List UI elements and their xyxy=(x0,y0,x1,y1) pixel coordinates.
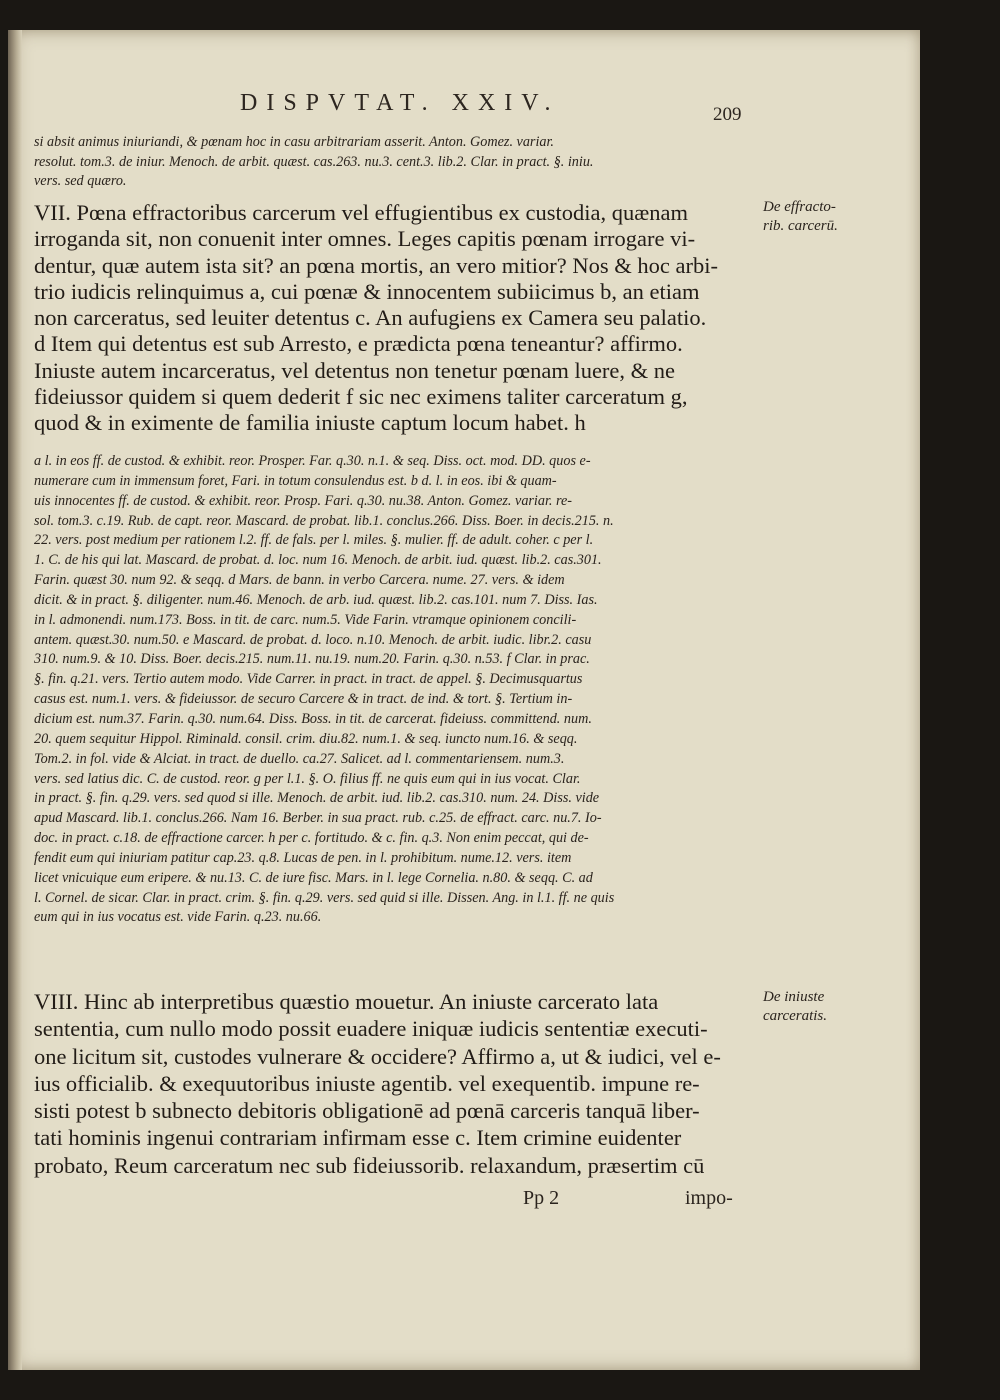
note-line: in pract. §. fin. q.29. vers. sed quod si ille. Menoch. de arbit. iud. lib.2. cas.310. num. 24. Diss. vide xyxy=(34,790,600,807)
note-line: vers. sed quæro. xyxy=(34,173,127,190)
margin-line: De iniuste xyxy=(763,989,825,1005)
note-line: sol. tom.3. c.19. Rub. de capt. reor. Mascard. de probat. lib.1. conclus.266. Diss. Boer. in decis.215. n. xyxy=(34,512,614,529)
text-line: d Item qui detentus est sub Arresto, e prædicta pœna teneantur? affirmo. xyxy=(34,331,683,357)
text-line: fideiussor quidem si quem dederit f sic nec eximens taliter carceratum g, xyxy=(34,384,688,410)
note-line: 20. quem sequitur Hippol. Riminald. consil. crim. diu.82. num.1. & seq. iuncto num.16. & seqq. xyxy=(34,730,578,747)
note-line: 1. C. de his qui lat. Mascard. de probat. d. loc. num 16. Menoch. de arbit. iud. quæst. lib.2. cas.301. xyxy=(34,552,602,569)
note-line: Farin. quæst 30. num 92. & seqq. d Mars. de bann. in verbo Carcera. nume. 27. vers. & idem xyxy=(34,572,565,589)
note-line: in l. admonendi. num.173. Boss. in tit. de carc. num.5. Vide Farin. vtramque opinionem concili- xyxy=(34,611,577,628)
note-line: l. Cornel. de sicar. Clar. in pract. crim. §. fin. q.29. vers. sed quid si ille. Dissen. Ang. in l.1. ff. ne quis xyxy=(34,889,615,906)
marginal-note-iniuste-carceratis xyxy=(763,988,827,1026)
text-line: VII. Pœna effractoribus carcerum vel effugientibus ex custodia, quænam xyxy=(34,200,688,225)
section-viii-text xyxy=(34,988,764,1179)
text-line: non carceratus, sed leuiter detentus c. An aufugiens ex Camera seu palatio. xyxy=(34,305,707,331)
book-page xyxy=(8,30,920,1370)
note-line: numerare cum in immensum foret, Fari. in totum consulendus est. b d. l. in eos. ibi & quam- xyxy=(34,472,557,489)
running-head: DISPVTAT. XXIV. xyxy=(240,90,560,116)
text-line: sisti potest b subnecto debitoris obligationē ad pœnā carceris tanquā liber- xyxy=(34,1098,700,1124)
text-line: ius officialib. & exequutoribus iniuste agentib. vel exequentib. impune re- xyxy=(34,1070,700,1096)
note-line: dicium est. num.37. Farin. q.30. num.64. Diss. Boss. in tit. de carcerat. fideiuss. committend. num. xyxy=(34,710,592,727)
footnotes-continued xyxy=(34,133,772,192)
note-line: licet vnicuique eum eripere. & nu.13. C. de iure fisc. Mars. in l. lege Cornelia. n.80. & seqq. C. ad xyxy=(34,869,593,886)
section-vii-footnotes xyxy=(34,452,772,928)
text-line: Iniuste autem incarceratus, vel detentus non tenetur pœnam luere, & ne xyxy=(34,357,676,383)
text-line: trio iudicis relinquimus a, cui pœnæ & innocentem subiicimus b, an etiam xyxy=(34,278,700,304)
text-line: sententia, cum nullo modo possit euadere iniquæ iudicis sententiæ executi- xyxy=(34,1016,708,1042)
note-line: §. fin. q.21. vers. Tertio autem modo. Vide Carrer. in pract. in tract. de appel. §. Decimusquartus xyxy=(34,671,583,688)
page-gutter xyxy=(8,30,22,1370)
note-line: si absit animus iniuriandi, & pœnam hoc in casu arbitrariam asserit. Anton. Gomez. variar. xyxy=(34,134,554,150)
note-line: a l. in eos ff. de custod. & exhibit. reor. Prosper. Far. q.30. n.1. & seq. Diss. oct. mod. DD. quos e- xyxy=(34,453,591,469)
marginal-note-effractoribus xyxy=(763,198,838,236)
note-line: Tom.2. in fol. vide & Alciat. in tract. de duello. ca.27. Salicet. ad l. commentariensem. num.3. xyxy=(34,750,565,767)
text-line: dentur, quæ autem ista sit? an pœna mortis, an vero mitior? Nos & hoc arbi- xyxy=(34,252,718,278)
margin-line: rib. carcerū. xyxy=(763,218,838,234)
note-line: vers. sed latius dic. C. de custod. reor. g per l.1. §. O. filius ff. ne quis eum qui in ius vocat. Clar. xyxy=(34,770,581,787)
note-line: casus est. num.1. vers. & fideiussor. de securo Carcere & in tract. de ind. & tort. §. Tertium in- xyxy=(34,691,573,708)
margin-line: carceratis. xyxy=(763,1008,828,1024)
note-line: resolut. tom.3. de iniur. Menoch. de arbit. quæst. cas.263. nu.3. cent.3. lib.2. Clar. in pract. §. iniu. xyxy=(34,153,594,170)
note-line: apud Mascard. lib.1. conclus.266. Nam 16. Berber. in sua pract. rub. c.25. de effract. carc. nu.7. Io- xyxy=(34,810,602,827)
section-vii-text xyxy=(34,200,764,437)
catchword: impo- xyxy=(685,1187,733,1209)
note-line: fendit eum qui iniuriam patitur cap.23. q.8. Lucas de pen. in l. prohibitum. nume.12. vers. item xyxy=(34,849,572,866)
note-line: dicit. & in pract. §. diligenter. num.46. Menoch. de arb. iud. quæst. lib.2. cas.101. num 7. Diss. Ias. xyxy=(34,591,598,608)
note-line: eum qui in ius vocatus est. vide Farin. q.23. nu.66. xyxy=(34,909,322,926)
signature-mark: Pp 2 xyxy=(523,1187,560,1209)
text-line: tati hominis ingenui contrariam infirmam esse c. Item crimine euidenter xyxy=(34,1125,682,1151)
text-line: VIII. Hinc ab interpretibus quæstio mouetur. An iniuste carcerato lata xyxy=(34,989,659,1014)
text-line: one licitum sit, custodes vulnerare & occidere? Affirmo a, ut & iudici, vel e- xyxy=(34,1043,721,1069)
note-line: 22. vers. post medium per rationem l.2. ff. de fals. per l. miles. §. mulier. ff. de adult. coher. c per l. xyxy=(34,532,594,549)
text-line: irroganda sit, non conuenit inter omnes. Leges capitis pœnam irrogare vi- xyxy=(34,226,696,252)
note-line: 310. num.9. & 10. Diss. Boer. decis.215. num.11. nu.19. num.20. Farin. q.30. n.53. f Clar. in prac. xyxy=(34,651,590,668)
note-line: antem. quæst.30. num.50. e Mascard. de probat. d. loco. n.10. Menoch. de arbit. iudic. libr.2. casu xyxy=(34,631,592,648)
note-line: doc. in pract. c.18. de effractione carcer. h per c. fortitudo. & c. fin. q.3. Non enim peccat, qui de- xyxy=(34,830,589,847)
note-line: uis innocentes ff. de custod. & exhibit. reor. Prosp. Fari. q.30. nu.38. Anton. Gomez. variar. re- xyxy=(34,492,573,509)
page-number: 209 xyxy=(713,104,742,125)
margin-line: De effracto- xyxy=(763,199,836,215)
text-line: probato, Reum carceratum nec sub fideiussorib. relaxandum, præsertim cū xyxy=(34,1152,705,1178)
text-line: quod & in eximente de familia iniuste captum locum habet. h xyxy=(34,410,586,436)
